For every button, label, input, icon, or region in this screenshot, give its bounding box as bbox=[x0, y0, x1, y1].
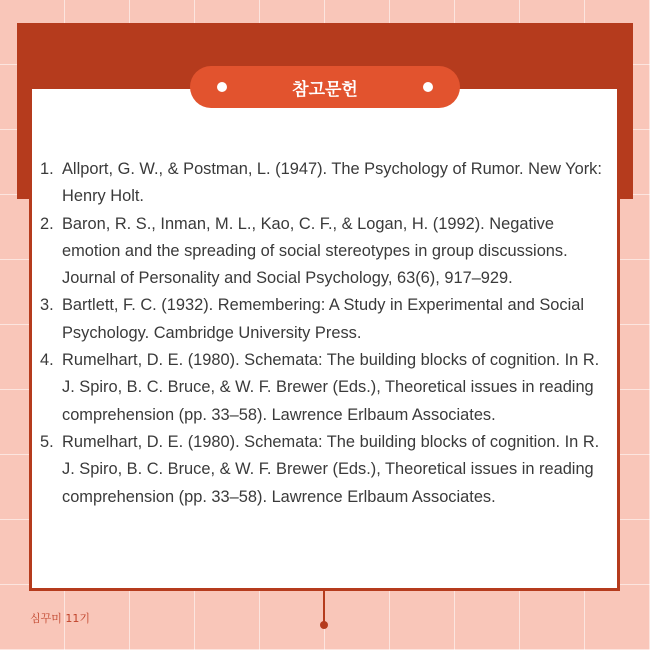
reference-text: Bartlett, F. C. (1932). Remembering: A Study in Experimental and Social Psychology. Cambridge University Press. bbox=[62, 296, 585, 342]
pill-dot-right-icon bbox=[423, 82, 433, 92]
title-pill bbox=[190, 66, 460, 108]
reference-number: 1. bbox=[40, 160, 54, 178]
reference-item bbox=[40, 211, 610, 293]
reference-item bbox=[40, 429, 610, 511]
reference-number: 5. bbox=[40, 432, 54, 451]
card-stem-line bbox=[323, 591, 325, 625]
reference-text: Rumelhart, D. E. (1980). Schemata: The building blocks of cognition. In R. J. Spiro, B. C. Bruce, & W. F. Brewer (Eds.), Theoretical issues in reading comprehension (pp. 33–58). Lawrence Erlbaum Associates. bbox=[62, 351, 600, 424]
reference-text: Rumelhart, D. E. (1980). Schemata: The building blocks of cognition. In R. J. Spiro, B. C. Bruce, & W. F. Brewer (Eds.), Theoretical issues in reading comprehension (pp. 33–58). Lawrence Erlbaum Associates. bbox=[62, 432, 600, 506]
pill-dot-left-icon bbox=[217, 82, 227, 92]
reference-text: Allport, G. W., & Postman, L. (1947). The Psychology of Rumor. New York: Henry Holt. bbox=[62, 160, 602, 206]
reference-list bbox=[40, 156, 610, 511]
reference-item bbox=[40, 156, 610, 211]
footer-label: 심꾸미 11기 bbox=[30, 612, 90, 625]
reference-number: 2. bbox=[40, 214, 54, 233]
reference-number: 4. bbox=[40, 351, 54, 370]
reference-item bbox=[40, 347, 610, 429]
page-title: 참고문헌 bbox=[292, 79, 358, 100]
reference-item bbox=[40, 292, 610, 347]
reference-text: Baron, R. S., Inman, M. L., Kao, C. F., & Logan, H. (1992). Negative emotion and the spreading of social stereotypes in group discussions. Journal of Personality and Social Psychology, 63(6), 917–929. bbox=[62, 214, 568, 288]
reference-number: 3. bbox=[40, 296, 54, 315]
stem-dot-icon bbox=[320, 621, 328, 629]
